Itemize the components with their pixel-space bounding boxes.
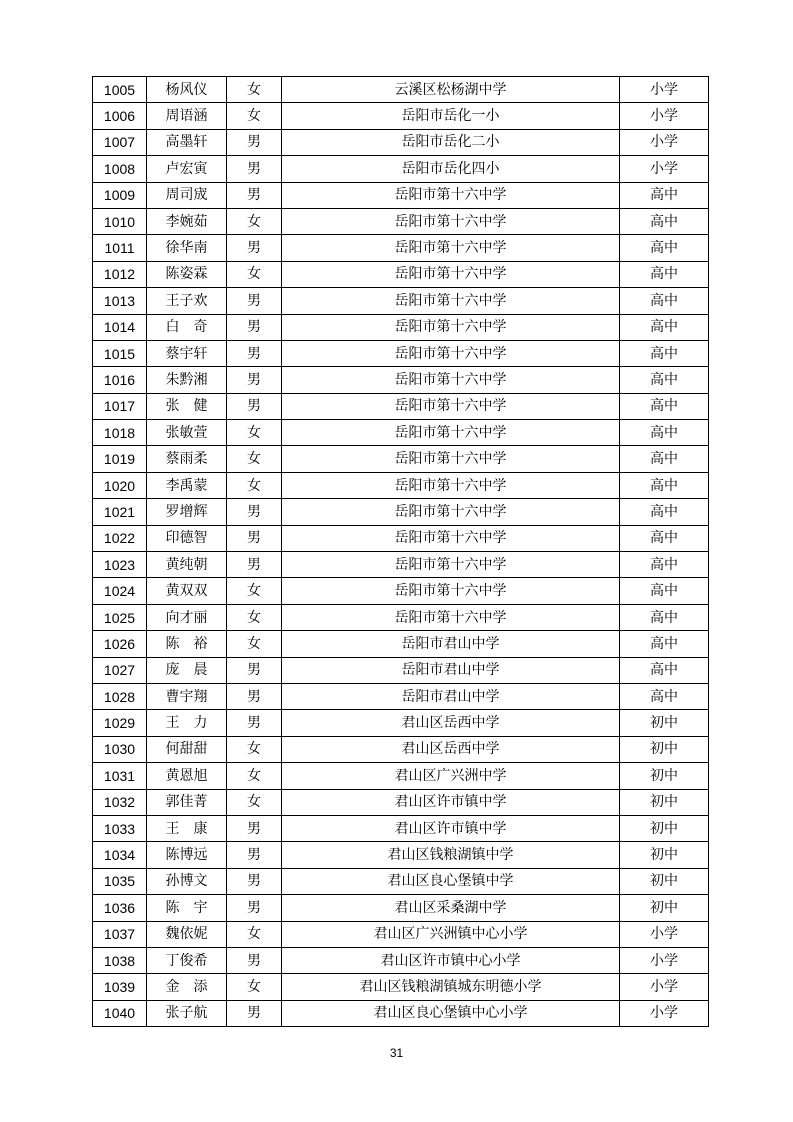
table-row xyxy=(93,710,709,736)
cell-school: 岳阳市第十六中学 xyxy=(282,578,620,604)
cell-number: 1020 xyxy=(93,472,147,498)
cell-level: 高中 xyxy=(620,525,709,551)
cell-level: 初中 xyxy=(620,789,709,815)
table-row xyxy=(93,420,709,446)
table-row xyxy=(93,235,709,261)
cell-level: 高中 xyxy=(620,499,709,525)
cell-school: 岳阳市第十六中学 xyxy=(282,420,620,446)
cell-school: 岳阳市第十六中学 xyxy=(282,393,620,419)
cell-name: 王 力 xyxy=(147,710,227,736)
cell-level: 小学 xyxy=(620,156,709,182)
table-row xyxy=(93,129,709,155)
cell-level: 高中 xyxy=(620,578,709,604)
table-row xyxy=(93,182,709,208)
cell-number: 1034 xyxy=(93,842,147,868)
table-row xyxy=(93,736,709,762)
cell-level: 高中 xyxy=(620,446,709,472)
cell-number: 1007 xyxy=(93,129,147,155)
cell-gender: 男 xyxy=(227,552,282,578)
cell-name: 徐华南 xyxy=(147,235,227,261)
cell-gender: 女 xyxy=(227,208,282,234)
cell-name: 陈 宇 xyxy=(147,895,227,921)
cell-school: 岳阳市岳化四小 xyxy=(282,156,620,182)
cell-school: 君山区广兴洲中学 xyxy=(282,763,620,789)
table-row xyxy=(93,631,709,657)
cell-name: 周司宬 xyxy=(147,182,227,208)
cell-gender: 女 xyxy=(227,763,282,789)
cell-number: 1032 xyxy=(93,789,147,815)
cell-level: 高中 xyxy=(620,420,709,446)
cell-gender: 女 xyxy=(227,446,282,472)
cell-school: 岳阳市岳化一小 xyxy=(282,103,620,129)
cell-gender: 男 xyxy=(227,288,282,314)
cell-gender: 女 xyxy=(227,736,282,762)
cell-school: 君山区岳西中学 xyxy=(282,736,620,762)
cell-level: 小学 xyxy=(620,77,709,103)
table-row xyxy=(93,842,709,868)
cell-number: 1036 xyxy=(93,895,147,921)
cell-name: 张敏萱 xyxy=(147,420,227,446)
cell-name: 张子航 xyxy=(147,1000,227,1026)
cell-number: 1027 xyxy=(93,657,147,683)
cell-level: 高中 xyxy=(620,393,709,419)
table-row xyxy=(93,683,709,709)
table-row xyxy=(93,393,709,419)
cell-school: 君山区许市镇中学 xyxy=(282,815,620,841)
cell-name: 黄纯朝 xyxy=(147,552,227,578)
table-row xyxy=(93,499,709,525)
cell-name: 卢宏寅 xyxy=(147,156,227,182)
cell-gender: 男 xyxy=(227,525,282,551)
cell-number: 1024 xyxy=(93,578,147,604)
table-row xyxy=(93,868,709,894)
cell-gender: 女 xyxy=(227,578,282,604)
cell-gender: 男 xyxy=(227,895,282,921)
cell-level: 高中 xyxy=(620,288,709,314)
cell-school: 君山区岳西中学 xyxy=(282,710,620,736)
cell-number: 1012 xyxy=(93,261,147,287)
cell-number: 1021 xyxy=(93,499,147,525)
table-row xyxy=(93,895,709,921)
table-row xyxy=(93,921,709,947)
cell-gender: 男 xyxy=(227,657,282,683)
cell-level: 初中 xyxy=(620,842,709,868)
cell-name: 王 康 xyxy=(147,815,227,841)
table-row xyxy=(93,446,709,472)
table-row xyxy=(93,103,709,129)
table-row xyxy=(93,1000,709,1026)
cell-name: 周语涵 xyxy=(147,103,227,129)
cell-gender: 男 xyxy=(227,314,282,340)
cell-level: 小学 xyxy=(620,103,709,129)
table-row xyxy=(93,604,709,630)
cell-school: 岳阳市第十六中学 xyxy=(282,446,620,472)
cell-level: 高中 xyxy=(620,367,709,393)
cell-number: 1013 xyxy=(93,288,147,314)
table-row xyxy=(93,657,709,683)
cell-number: 1025 xyxy=(93,604,147,630)
cell-gender: 男 xyxy=(227,499,282,525)
cell-level: 高中 xyxy=(620,208,709,234)
cell-number: 1028 xyxy=(93,683,147,709)
cell-number: 1016 xyxy=(93,367,147,393)
cell-name: 何甜甜 xyxy=(147,736,227,762)
cell-gender: 女 xyxy=(227,103,282,129)
cell-number: 1009 xyxy=(93,182,147,208)
cell-name: 陈姿霖 xyxy=(147,261,227,287)
cell-number: 1039 xyxy=(93,974,147,1000)
cell-gender: 男 xyxy=(227,815,282,841)
cell-number: 1031 xyxy=(93,763,147,789)
table-row xyxy=(93,208,709,234)
cell-school: 岳阳市君山中学 xyxy=(282,683,620,709)
cell-number: 1029 xyxy=(93,710,147,736)
cell-number: 1037 xyxy=(93,921,147,947)
cell-number: 1011 xyxy=(93,235,147,261)
cell-school: 岳阳市第十六中学 xyxy=(282,288,620,314)
cell-gender: 女 xyxy=(227,604,282,630)
table-row xyxy=(93,974,709,1000)
table-row xyxy=(93,947,709,973)
cell-level: 小学 xyxy=(620,947,709,973)
cell-name: 李禹蒙 xyxy=(147,472,227,498)
cell-number: 1030 xyxy=(93,736,147,762)
cell-gender: 男 xyxy=(227,340,282,366)
cell-name: 陈博远 xyxy=(147,842,227,868)
cell-school: 君山区钱粮湖镇中学 xyxy=(282,842,620,868)
cell-school: 岳阳市第十六中学 xyxy=(282,525,620,551)
cell-gender: 男 xyxy=(227,182,282,208)
table-row xyxy=(93,367,709,393)
cell-name: 蔡雨柔 xyxy=(147,446,227,472)
cell-gender: 女 xyxy=(227,261,282,287)
cell-gender: 女 xyxy=(227,472,282,498)
cell-school: 岳阳市第十六中学 xyxy=(282,208,620,234)
cell-name: 黄双双 xyxy=(147,578,227,604)
cell-name: 金 添 xyxy=(147,974,227,1000)
cell-level: 高中 xyxy=(620,683,709,709)
cell-number: 1040 xyxy=(93,1000,147,1026)
cell-school: 岳阳市岳化二小 xyxy=(282,129,620,155)
cell-name: 印德智 xyxy=(147,525,227,551)
cell-school: 岳阳市第十六中学 xyxy=(282,472,620,498)
cell-name: 向才丽 xyxy=(147,604,227,630)
table-row xyxy=(93,77,709,103)
cell-gender: 男 xyxy=(227,868,282,894)
cell-gender: 男 xyxy=(227,393,282,419)
table-row xyxy=(93,288,709,314)
cell-gender: 女 xyxy=(227,631,282,657)
cell-level: 高中 xyxy=(620,552,709,578)
cell-level: 初中 xyxy=(620,868,709,894)
cell-school: 岳阳市君山中学 xyxy=(282,631,620,657)
cell-level: 小学 xyxy=(620,1000,709,1026)
cell-school: 云溪区松杨湖中学 xyxy=(282,77,620,103)
cell-number: 1014 xyxy=(93,314,147,340)
cell-level: 高中 xyxy=(620,314,709,340)
cell-level: 高中 xyxy=(620,657,709,683)
cell-name: 杨风仪 xyxy=(147,77,227,103)
cell-name: 高墨轩 xyxy=(147,129,227,155)
cell-school: 岳阳市君山中学 xyxy=(282,657,620,683)
cell-number: 1010 xyxy=(93,208,147,234)
cell-school: 岳阳市第十六中学 xyxy=(282,367,620,393)
cell-name: 丁俊希 xyxy=(147,947,227,973)
cell-school: 岳阳市第十六中学 xyxy=(282,552,620,578)
cell-name: 蔡宇轩 xyxy=(147,340,227,366)
cell-school: 岳阳市第十六中学 xyxy=(282,235,620,261)
cell-name: 罗增辉 xyxy=(147,499,227,525)
table-row xyxy=(93,340,709,366)
cell-number: 1019 xyxy=(93,446,147,472)
cell-school: 岳阳市第十六中学 xyxy=(282,261,620,287)
cell-name: 魏依妮 xyxy=(147,921,227,947)
cell-school: 岳阳市第十六中学 xyxy=(282,182,620,208)
cell-name: 曹宇翔 xyxy=(147,683,227,709)
cell-gender: 男 xyxy=(227,842,282,868)
cell-gender: 男 xyxy=(227,367,282,393)
table-row xyxy=(93,261,709,287)
cell-gender: 男 xyxy=(227,235,282,261)
cell-number: 1006 xyxy=(93,103,147,129)
table-row xyxy=(93,763,709,789)
cell-number: 1038 xyxy=(93,947,147,973)
cell-gender: 男 xyxy=(227,710,282,736)
cell-level: 初中 xyxy=(620,736,709,762)
cell-gender: 男 xyxy=(227,129,282,155)
table-row xyxy=(93,789,709,815)
cell-school: 君山区广兴洲镇中心小学 xyxy=(282,921,620,947)
cell-school: 君山区良心堡镇中心小学 xyxy=(282,1000,620,1026)
cell-school: 岳阳市第十六中学 xyxy=(282,340,620,366)
cell-school: 君山区良心堡镇中学 xyxy=(282,868,620,894)
cell-level: 初中 xyxy=(620,815,709,841)
cell-number: 1018 xyxy=(93,420,147,446)
cell-school: 岳阳市第十六中学 xyxy=(282,314,620,340)
cell-level: 高中 xyxy=(620,340,709,366)
cell-name: 陈 裕 xyxy=(147,631,227,657)
cell-name: 王子欢 xyxy=(147,288,227,314)
table-row xyxy=(93,156,709,182)
cell-level: 初中 xyxy=(620,710,709,736)
cell-gender: 男 xyxy=(227,947,282,973)
cell-name: 郭佳菁 xyxy=(147,789,227,815)
cell-gender: 女 xyxy=(227,420,282,446)
cell-school: 君山区采桑湖中学 xyxy=(282,895,620,921)
cell-level: 高中 xyxy=(620,604,709,630)
cell-school: 君山区许市镇中心小学 xyxy=(282,947,620,973)
cell-level: 小学 xyxy=(620,129,709,155)
table-row xyxy=(93,472,709,498)
cell-school: 君山区许市镇中学 xyxy=(282,789,620,815)
cell-school: 岳阳市第十六中学 xyxy=(282,499,620,525)
cell-level: 高中 xyxy=(620,631,709,657)
cell-level: 初中 xyxy=(620,763,709,789)
table-row xyxy=(93,578,709,604)
cell-number: 1023 xyxy=(93,552,147,578)
cell-gender: 女 xyxy=(227,921,282,947)
cell-name: 庞 晨 xyxy=(147,657,227,683)
cell-name: 朱黔湘 xyxy=(147,367,227,393)
table-row xyxy=(93,815,709,841)
roster-table xyxy=(92,76,709,1027)
cell-number: 1022 xyxy=(93,525,147,551)
cell-name: 李婉茹 xyxy=(147,208,227,234)
cell-number: 1017 xyxy=(93,393,147,419)
cell-gender: 女 xyxy=(227,77,282,103)
cell-gender: 女 xyxy=(227,789,282,815)
cell-level: 高中 xyxy=(620,261,709,287)
cell-number: 1033 xyxy=(93,815,147,841)
table-row xyxy=(93,314,709,340)
cell-number: 1035 xyxy=(93,868,147,894)
cell-level: 高中 xyxy=(620,182,709,208)
roster-table-body xyxy=(93,77,709,1027)
table-row xyxy=(93,552,709,578)
cell-number: 1026 xyxy=(93,631,147,657)
cell-school: 岳阳市第十六中学 xyxy=(282,604,620,630)
cell-level: 小学 xyxy=(620,921,709,947)
cell-name: 黄恩旭 xyxy=(147,763,227,789)
table-row xyxy=(93,525,709,551)
cell-gender: 男 xyxy=(227,683,282,709)
cell-gender: 男 xyxy=(227,1000,282,1026)
cell-school: 君山区钱粮湖镇城东明德小学 xyxy=(282,974,620,1000)
cell-gender: 女 xyxy=(227,974,282,1000)
cell-level: 初中 xyxy=(620,895,709,921)
cell-level: 高中 xyxy=(620,235,709,261)
cell-level: 高中 xyxy=(620,472,709,498)
cell-number: 1005 xyxy=(93,77,147,103)
cell-number: 1015 xyxy=(93,340,147,366)
page-number: 31 xyxy=(389,1046,404,1060)
cell-name: 孙博文 xyxy=(147,868,227,894)
cell-name: 白 奇 xyxy=(147,314,227,340)
cell-gender: 男 xyxy=(227,156,282,182)
cell-name: 张 健 xyxy=(147,393,227,419)
cell-number: 1008 xyxy=(93,156,147,182)
cell-level: 小学 xyxy=(620,974,709,1000)
